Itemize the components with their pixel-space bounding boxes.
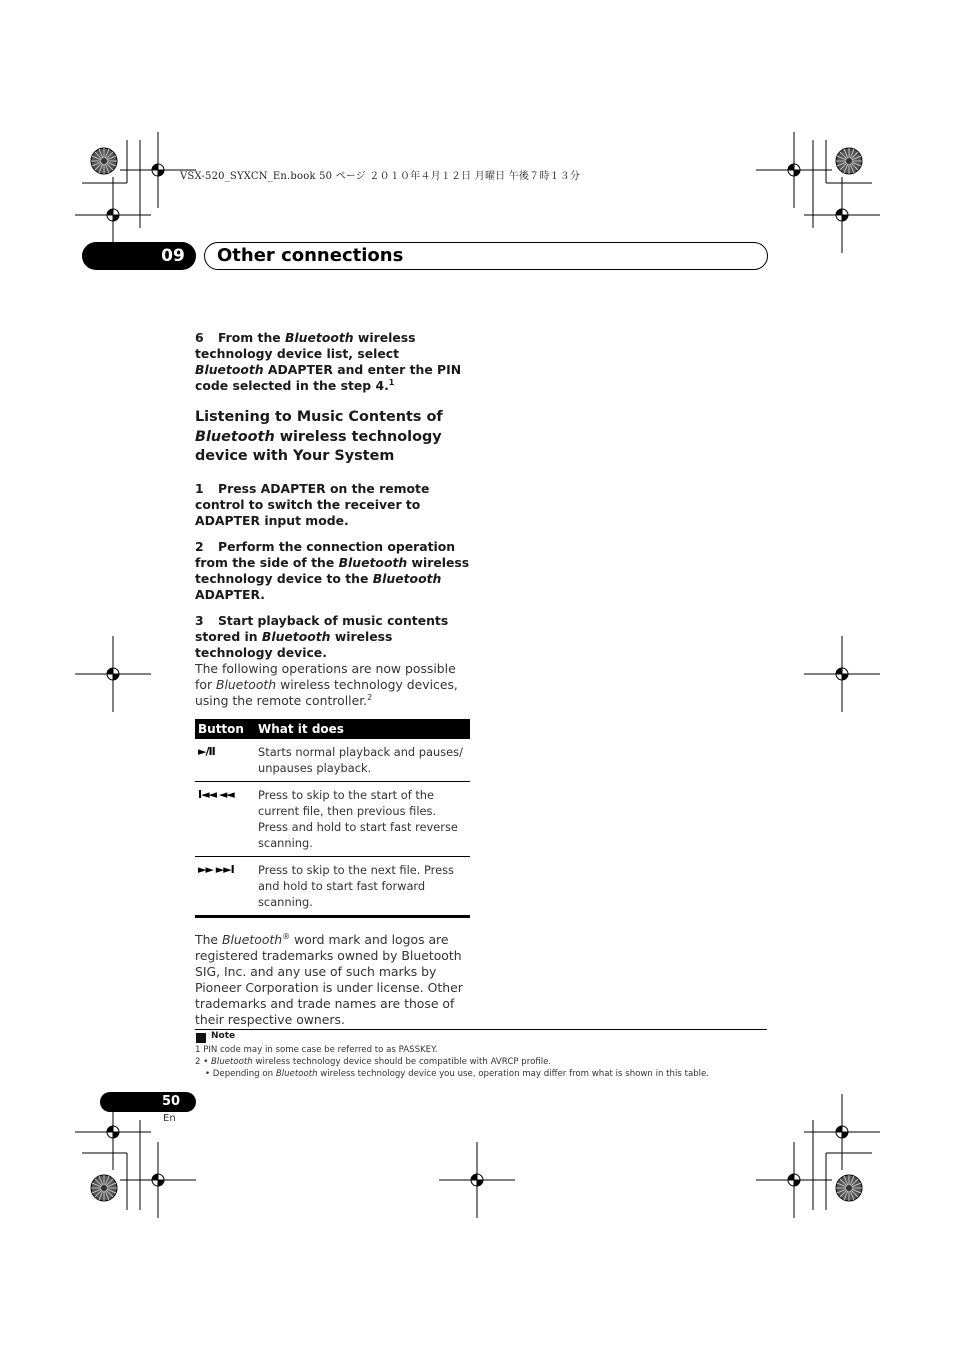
- registration-mark: [804, 636, 880, 712]
- table-row: [195, 739, 470, 782]
- button-table: [195, 719, 470, 918]
- page-language: En: [163, 1113, 176, 1124]
- step-1: 1 Press ADAPTER on the remote control to switch the receiver to ADAPTER input mode.: [195, 480, 430, 528]
- print-header: VSX-520_SYXCN_En.book 50 ページ ２０１０年４月１２日 月曜日 午後７時１３分: [180, 171, 581, 182]
- chapter-title: Other connections: [217, 245, 404, 266]
- table-header-button: Button: [195, 719, 255, 739]
- table-header-row: [195, 719, 470, 739]
- intro-text: The following operations are now possible for Bluetooth wireless technology devices, using the remote controller.$^2$: [195, 660, 458, 708]
- note-icon: [196, 1033, 206, 1043]
- page-number: 50: [161, 1094, 181, 1109]
- star-target-bottom-left: [91, 1175, 117, 1201]
- footnote-1: 1 PIN code may in some case be referred to as PASSKEY.: [195, 1045, 438, 1055]
- notes-divider: [195, 1029, 767, 1030]
- step-2: 2 Perform the connection operation from the side of the Bluetooth wireless technology device to the Bluetooth ADAPTER.: [195, 538, 470, 602]
- step-3: 3 Start playback of music contents stored in Bluetooth wireless technology device.: [195, 612, 449, 660]
- star-target-top-right: [836, 148, 862, 174]
- registration-mark: [120, 1142, 196, 1218]
- forward-next-icon: ►► ►►I: [195, 856, 255, 916]
- table-cell-desc: Press to skip to the start of the current file, then previous files. Press and hold to start fast reverse scanning.: [255, 781, 470, 856]
- star-target-top-left: [91, 148, 117, 174]
- previous-rewind-icon: I◄◄ ◄◄: [195, 781, 255, 856]
- table-cell-desc: Press to skip to the next file. Press and hold to start fast forward scanning.: [255, 856, 470, 916]
- trademark-notice: The Bluetooth® word mark and logos are registered trademarks owned by Bluetooth SIG, Inc. and any use of such marks by Pioneer Corporation is under license. Other trademarks and trade names are those of their respective owners.: [195, 931, 463, 1027]
- table-cell-desc: Starts normal playback and pauses/ unpauses playback.: [255, 739, 470, 782]
- play-pause-icon: ►/II: [195, 739, 255, 782]
- step-6: 6 From the Bluetooth wireless technology device list, select Bluetooth ADAPTER and enter the PIN code selected in the step 4.$^1$: [195, 330, 462, 393]
- registration-mark: [756, 1142, 832, 1218]
- chapter-number: 09: [161, 246, 185, 266]
- registration-mark: [439, 1142, 515, 1218]
- table-row: [195, 856, 470, 916]
- footnote-2b: • Depending on Bluetooth wireless technology device you use, operation may differ from what is shown in this table.: [205, 1069, 710, 1079]
- table-header-what-it-does: What it does: [255, 719, 470, 739]
- footnote-ref: 1: [388, 377, 395, 387]
- main-column: [195, 330, 471, 1028]
- registration-mark: [756, 132, 832, 208]
- section-heading: Listening to Music Contents of Bluetooth wireless technology device with Your System: [195, 409, 443, 464]
- registration-mark: [804, 1094, 880, 1170]
- notes-title: Note: [211, 1031, 236, 1041]
- registration-mark: [804, 177, 880, 253]
- footnote-ref: 2: [367, 692, 373, 702]
- footnote-2: 2 • Bluetooth wireless technology device should be compatible with AVRCP profile.: [195, 1057, 552, 1067]
- registration-mark: [75, 636, 151, 712]
- star-target-bottom-right: [836, 1175, 862, 1201]
- table-row: [195, 781, 470, 856]
